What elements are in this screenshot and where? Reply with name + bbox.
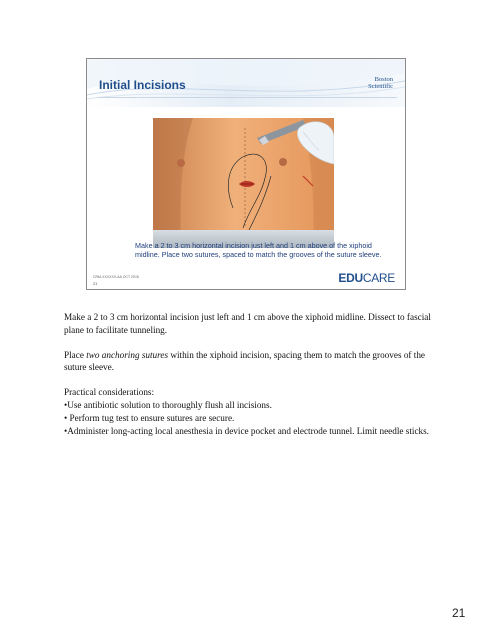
slide-code: CRM-XXXXXX-AA OCT 2015 [93,275,139,279]
boston-scientific-logo [368,77,393,90]
consideration-bullet-1: •Use antibiotic solution to thoroughly flush all incisions. [64,399,272,410]
notes-paragraph-2 [64,349,436,375]
speaker-notes [64,311,436,449]
slide-number: 21 [93,281,98,286]
notes-p2-emphasis: two anchoring sutures [86,349,169,360]
consideration-bullet-3: •Administer long-acting local anesthesia in device pocket and electrode tunnel. Limit needle sticks. [64,425,429,436]
slide-caption: Make a 2 to 3 cm horizontal incision just left and 1 cm above of the xiphoid midline. Place two sutures, spaced to match the grooves of the suture sleeve. [135,241,382,259]
slide-thumbnail [86,58,406,290]
consideration-bullet-2: • Perform tug test to ensure sutures are secure. [64,412,235,423]
brand-line-1: Boston [374,76,393,83]
title-divider [97,97,397,98]
page-number: 21 [452,606,466,620]
notes-paragraph-1: Make a 2 to 3 cm horizontal incision just left and 1 cm above the xiphoid midline. Dissect to fascial plane to facilitate tunneling. [64,312,431,335]
notes-considerations [64,386,436,437]
incision-photo [153,118,334,248]
considerations-heading: Practical considerations: [64,387,155,398]
educare-logo-bold: EDU [338,271,363,285]
notes-p2-end: within the xiphoid incision, spacing them to match the grooves of the suture sleeve. [64,349,425,373]
notes-p2-start: Place [64,349,87,360]
educare-logo [338,271,395,285]
educare-logo-light: CARE [362,271,395,285]
slide-header [87,59,405,107]
slide-title: Initial Incisions [99,78,186,92]
brand-line-2: Scientific [368,82,393,90]
